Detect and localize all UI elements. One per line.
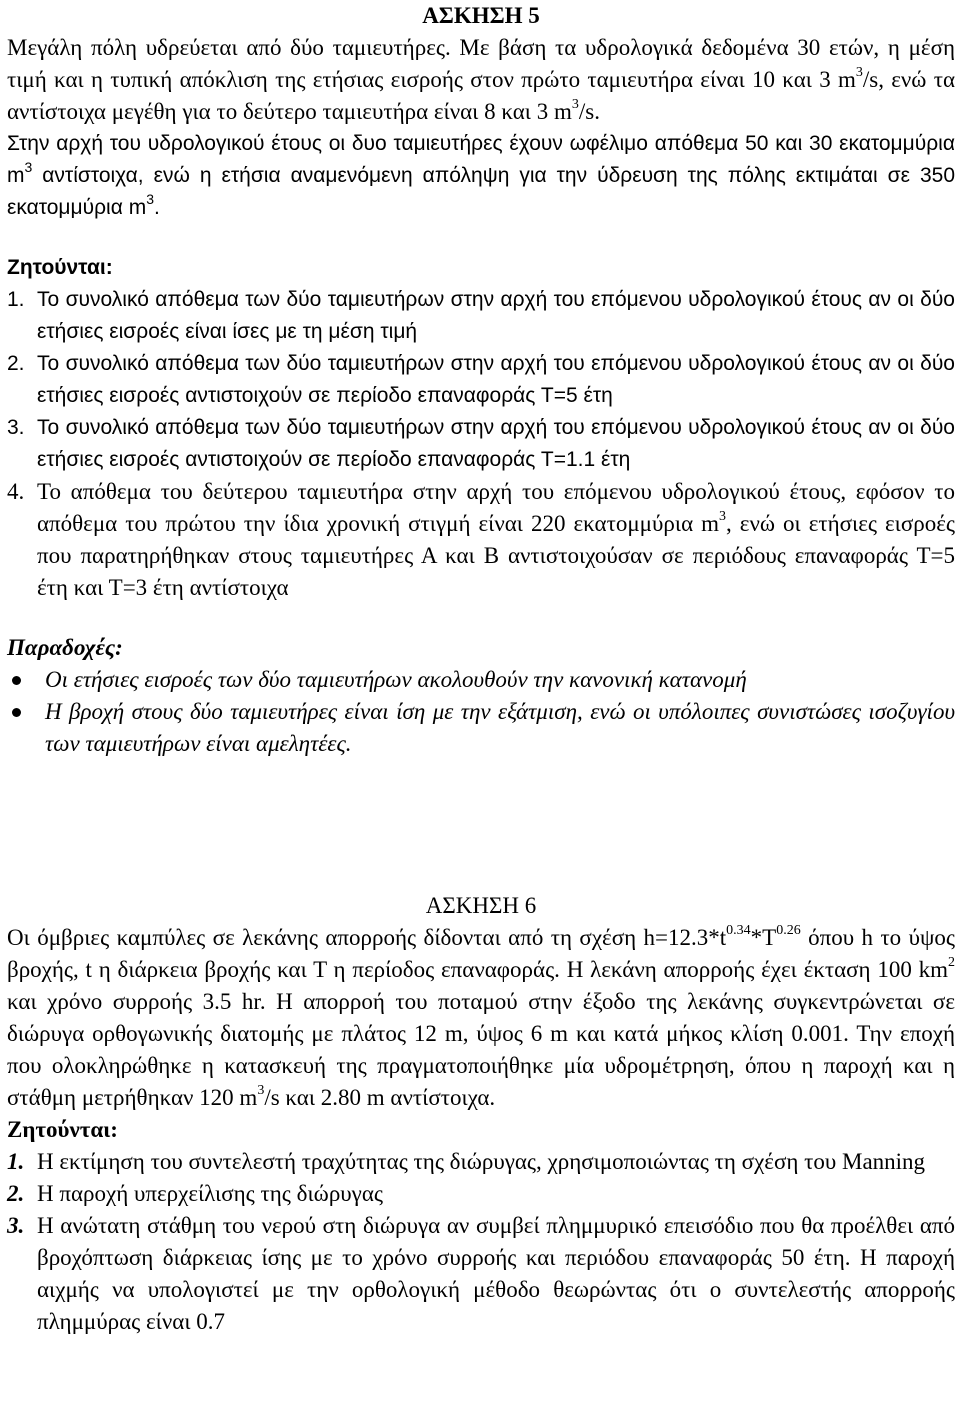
item-text: Η παροχή υπερχείλισης της διώρυγας xyxy=(37,1181,383,1206)
superscript: 3 xyxy=(719,509,727,525)
requested-item-1 xyxy=(7,1146,955,1178)
requested-item-3 xyxy=(7,412,955,476)
item-number: 3. xyxy=(7,416,25,439)
item-number: 2. xyxy=(7,352,25,375)
item-text: Το απόθεμα του δεύτερου ταμιευτήρα στην αρχή του επόμενου υδρολογικού έτους, εφόσον το απόθεμα του πρώτου την ίδια χρονική στιγμή είναι 220 εκατομμύρια m xyxy=(37,479,955,536)
document-page xyxy=(7,0,955,1338)
intro-text-part: /s. xyxy=(578,99,600,124)
item-number: 3. xyxy=(7,1213,25,1238)
requested-item-4 xyxy=(7,476,955,604)
spacer xyxy=(7,224,955,252)
exercise-5-requested-item-4-list xyxy=(7,476,955,604)
bullet-icon xyxy=(12,676,21,685)
intro-text-part: /s, ενώ τα αντίστοιχα μεγέθη για το δεύτερο ταμιευτήρα είναι 8 και 3 m xyxy=(7,67,955,124)
assumption-item-1 xyxy=(7,664,955,696)
item-text: Η ανώτατη στάθμη του νερού στη διώρυγα αν συμβεί πλημμυρικό επεισόδιο που θα προέλθει από βροχόπτωση διάρκειας ίσης με το χρόνο συρροής και περιόδου επαναφοράς 50 έτη. Η παροχή αιχμής να υπολογιστεί με την ορθολογική μέθοδο θεωρώντας ότι ο συντελεστής απορροής πλημμύρας είναι 0.7 xyxy=(37,1213,955,1334)
superscript: 0.26 xyxy=(776,923,801,939)
exercise-5-requested-list xyxy=(7,284,955,476)
superscript: 3 xyxy=(855,65,863,81)
spacer xyxy=(7,760,955,890)
requested-item-2 xyxy=(7,348,955,412)
requested-item-3 xyxy=(7,1210,955,1338)
item-text: Το συνολικό απόθεμα των δύο ταμιευτήρων στην αρχή του επόμενου υδρολογικού έτους αν οι δύο ετήσιες εισροές είναι ίσες με τη μέση τιμή xyxy=(37,288,955,343)
requested-item-2 xyxy=(7,1178,955,1210)
item-text: Το συνολικό απόθεμα των δύο ταμιευτήρων στην αρχή του επόμενου υδρολογικού έτους αν οι δύο ετήσιες εισροές αντιστοιχούν σε περίοδο επαναφοράς Τ=1.1 έτη xyxy=(37,416,955,471)
assumption-item-2 xyxy=(7,696,955,760)
item-number: 1. xyxy=(7,1149,25,1174)
storage-text-part: . xyxy=(153,196,160,219)
intro-text-part: Μεγάλη πόλη υδρεύεται από δύο ταμιευτήρες. Με βάση τα υδρολογικά δεδομένα 30 ετών, η μέση τιμή και η τυπική απόκλιση της ετήσιας εισροής στον πρώτο ταμιευτήρα είναι 10 και 3 m xyxy=(7,35,955,92)
intro-text-part: όπου h το ύψος βροχής, t η διάρκεια βροχής και Τ η περίοδος επαναφοράς. Η λεκάνη απορροής έχει έκταση 100 km xyxy=(7,925,955,982)
superscript: 3 xyxy=(257,1083,265,1099)
superscript: 3 xyxy=(146,191,154,207)
exercise-5-storage-paragraph xyxy=(7,128,955,224)
exercise-5-title: ΑΣΚΗΣΗ 5 xyxy=(422,3,540,28)
storage-text-part: Στην αρχή του υδρολογικού έτους οι δυο ταμιευτήρες έχουν ωφέλιμο απόθεμα 50 και 30 εκατομμύρια m xyxy=(7,132,955,187)
bullet-icon xyxy=(12,708,21,717)
exercise-6-requested-list xyxy=(7,1146,955,1338)
superscript: 3 xyxy=(24,159,33,175)
intro-text-part: και χρόνο συρροής 3.5 hr. Η απορροή του ποταμού στην έξοδο της λεκάνης συγκεντρώνεται σε διώρυγα ορθογωνικής διατομής με πλάτος 12 m, ύψος 6 m και κατά μήκος κλίση 0.001. Την εποχή που ολοκληρώθηκε η κατασκευή της πραγματοποιήθηκε μία υδρομέτρηση, όπου η παροχή και η στάθμη μετρήθηκαν 120 m xyxy=(7,989,955,1110)
item-text: Η εκτίμηση του συντελεστή τραχύτητας της διώρυγας, χρησιμοποιώντας τη σχέση του Manning xyxy=(37,1149,926,1174)
item-text: , ενώ οι ετήσιες εισροές που παρατηρήθηκαν στους ταμιευτήρες Α και Β αντιστοιχούσαν σε περιόδους επαναφοράς Τ=5 έτη και Τ=3 έτη αντίστοιχα xyxy=(37,511,955,600)
item-text: Το συνολικό απόθεμα των δύο ταμιευτήρων στην αρχή του επόμενου υδρολογικού έτους αν οι δύο ετήσιες εισροές αντιστοιχούν σε περίοδο επαναφοράς Τ=5 έτη xyxy=(37,352,955,407)
superscript: 2 xyxy=(948,955,955,971)
assumption-text: Οι ετήσιες εισροές των δύο ταμιευτήρων ακολουθούν την κανονική κατανομή xyxy=(45,667,747,692)
superscript: 3 xyxy=(571,97,579,113)
intro-text-part: Οι όμβριες καμπύλες σε λεκάνης απορροής δίδονται από τη σχέση h=12.3*t xyxy=(7,925,727,950)
spacer xyxy=(7,604,955,632)
exercise-5-requested-heading: Ζητούνται: xyxy=(7,256,113,279)
exercise-5-assumptions-heading: Παραδοχές: xyxy=(7,635,123,660)
requested-item-1 xyxy=(7,284,955,348)
exercise-5-assumptions-list xyxy=(7,664,955,760)
item-number: 2. xyxy=(7,1181,25,1206)
exercise-5-intro xyxy=(7,32,955,128)
exercise-6-intro xyxy=(7,922,955,1114)
intro-text-part: *T xyxy=(750,925,777,950)
item-number: 1. xyxy=(7,288,25,311)
item-number: 4. xyxy=(7,479,25,504)
exercise-6-title: ΑΣΚΗΣΗ 6 xyxy=(425,893,537,918)
exercise-6-requested-heading: Ζητούνται: xyxy=(7,1117,118,1142)
storage-text-part: αντίστοιχα, ενώ η ετήσια αναμενόμενη απόληψη για την ύδρευση της πόλης εκτιμάται σε 350 εκατομμύρια m xyxy=(7,164,955,219)
superscript: 0.34 xyxy=(726,923,751,939)
assumption-text: Η βροχή στους δύο ταμιευτήρες είναι ίση με την εξάτμιση, ενώ οι υπόλοιπες συνιστώσες ισοζυγίου των ταμιευτήρων είναι αμελητέες. xyxy=(45,699,955,756)
intro-text-part: /s και 2.80 m αντίστοιχα. xyxy=(264,1085,496,1110)
